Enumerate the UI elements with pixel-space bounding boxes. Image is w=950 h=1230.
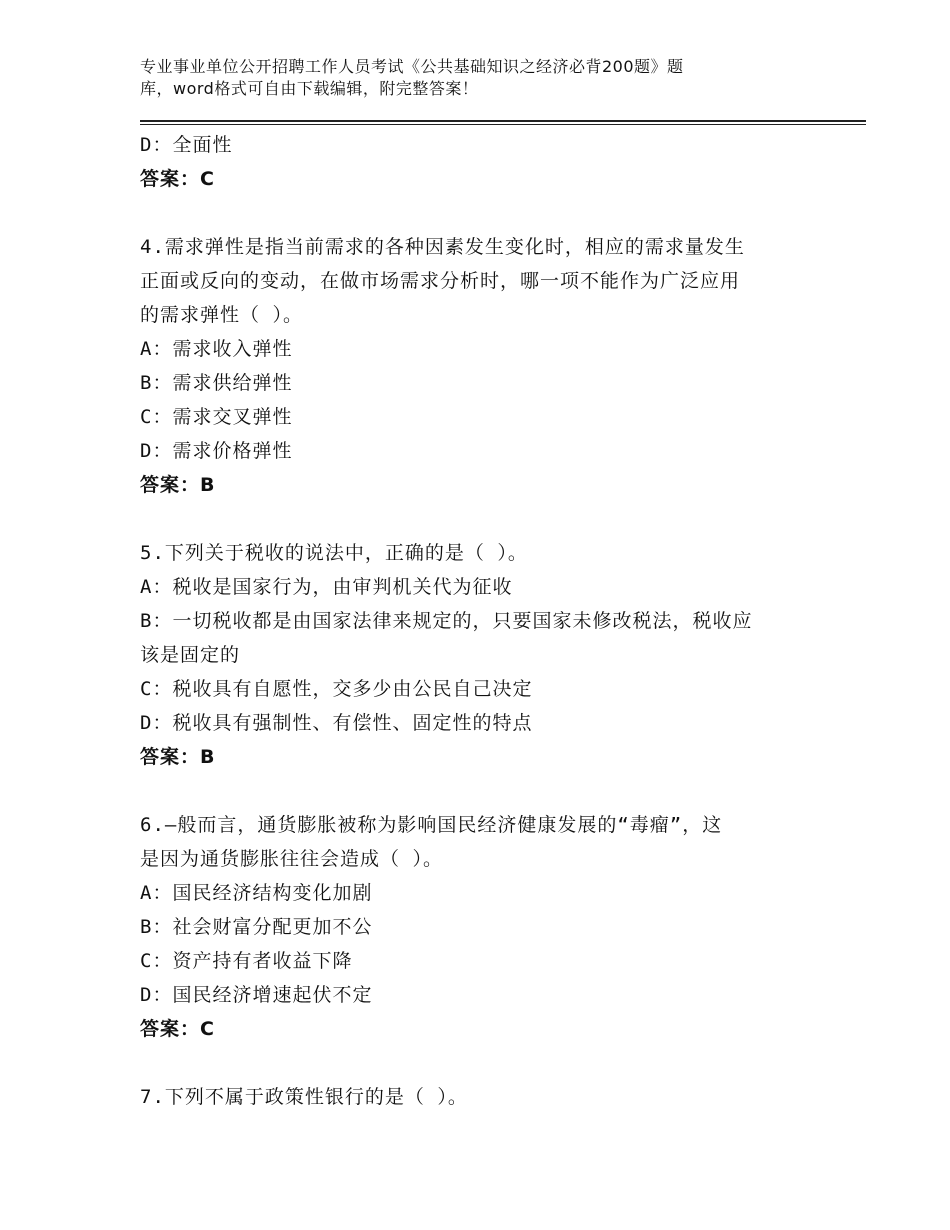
q5-answer: 答案：B (140, 746, 216, 768)
q5-option-a: A：税收是国家行为，由审判机关代为征收 (140, 576, 513, 598)
q6-option-c: C：资产持有者收益下降 (140, 950, 353, 972)
question-4 (140, 230, 820, 502)
q5-option-d: D：税收具有强制性、有偿性、固定性的特点 (140, 712, 533, 734)
q5-option-b-line-2: 该是固定的 (140, 644, 241, 666)
spacer (140, 502, 820, 536)
question-7 (140, 1080, 820, 1114)
q4-option-a: A：需求收入弹性 (140, 338, 293, 360)
q6-option-d: D：国民经济增速起伏不定 (140, 984, 373, 1006)
q6-stem-line-2: 是因为通货膨胀往往会造成（ ）。 (140, 848, 443, 870)
q4-stem-line-3: 的需求弹性（ ）。 (140, 304, 303, 326)
q6-stem-line-1: 6.—般而言，通货膨胀被称为影响国民经济健康发展的“毒瘤”，这 (140, 814, 723, 836)
spacer (140, 774, 820, 808)
q3-answer: 答案：C (140, 168, 215, 190)
question-6 (140, 808, 820, 1046)
question-3-tail (140, 128, 820, 196)
q4-option-d: D：需求价格弹性 (140, 440, 293, 462)
q4-stem-line-1: 4.需求弹性是指当前需求的各种因素发生变化时，相应的需求量发生 (140, 236, 745, 258)
q6-option-b: B：社会财富分配更加不公 (140, 916, 373, 938)
q5-stem-line-1: 5.下列关于税收的说法中，正确的是（ ）。 (140, 542, 528, 564)
q5-option-b-line-1: B：一切税收都是由国家法律来规定的，只要国家未修改税法，税收应 (140, 610, 753, 632)
q5-option-c: C：税收具有自愿性，交多少由公民自己决定 (140, 678, 533, 700)
q4-stem-line-2: 正面或反向的变动，在做市场需求分析时，哪一项不能作为广泛应用 (140, 270, 741, 292)
spacer (140, 1046, 820, 1080)
page-header (140, 56, 780, 100)
question-5 (140, 536, 820, 774)
q6-answer: 答案：C (140, 1018, 215, 1040)
header-rule-thin (140, 124, 866, 125)
spacer (140, 196, 820, 230)
q4-option-b: B：需求供给弹性 (140, 372, 293, 394)
question-list (140, 128, 820, 1114)
header-rule-thick (140, 120, 866, 122)
q6-option-a: A：国民经济结构变化加剧 (140, 882, 373, 904)
header-line-1: 专业事业单位公开招聘工作人员考试《公共基础知识之经济必背200题》题 (140, 57, 684, 76)
q4-answer: 答案：B (140, 474, 216, 496)
header-line-2: 库，word格式可自由下载编辑，附完整答案！ (140, 79, 479, 98)
q4-option-c: C：需求交叉弹性 (140, 406, 293, 428)
q3-option-d: D：全面性 (140, 134, 233, 156)
q7-stem-line-1: 7.下列不属于政策性银行的是（ ）。 (140, 1086, 468, 1108)
